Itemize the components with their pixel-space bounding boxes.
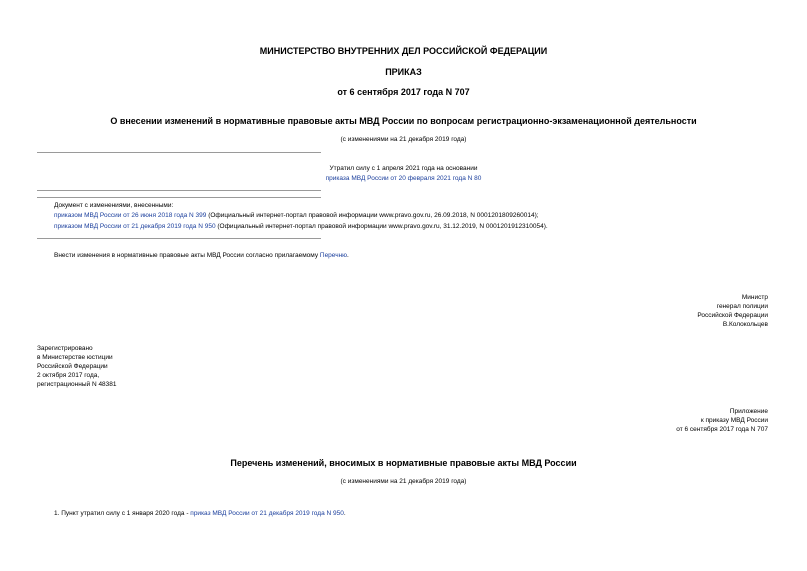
appendix-line: к приказу МВД России [700, 417, 768, 424]
appendix-item-link[interactable]: приказ МВД России от 21 декабря 2019 года N 950 [190, 510, 344, 517]
doc-title: О внесении изменений в нормативные правовые акты МВД России по вопросам регистрационно-экзаменационной деятельности [110, 116, 697, 126]
divider [37, 190, 321, 191]
change-item-2 [54, 222, 548, 231]
registration-line: 2 октября 2017 года, [37, 372, 100, 379]
signature-line: Министр [741, 294, 768, 301]
change-link-2[interactable]: приказом МВД России от 21 декабря 2019 года N 950 [54, 223, 216, 230]
appendix-block [676, 407, 768, 434]
body-paragraph [54, 251, 349, 260]
divider [37, 197, 321, 198]
appendix-item-text-end: . [343, 510, 346, 517]
list-link[interactable]: Перечню [319, 252, 348, 259]
appendix-line: от 6 сентября 2017 года N 707 [676, 426, 768, 433]
change-item-1 [54, 211, 539, 220]
expired-notice-link-line [0, 174, 807, 183]
signature-line: генерал полиции [716, 303, 768, 310]
edition-note: (с изменениями на 21 декабря 2019 года) [340, 136, 467, 143]
doc-type-heading: ПРИКАЗ [385, 67, 422, 77]
changes-intro: Документ с изменениями, внесенными: [54, 202, 174, 209]
divider [37, 238, 321, 239]
signature-block [697, 293, 768, 329]
signature-line: Российской Федерации [697, 312, 768, 319]
ministry-heading: МИНИСТЕРСТВО ВНУТРЕННИХ ДЕЛ РОССИЙСКОЙ ФЕДЕРАЦИИ [259, 46, 548, 56]
appendix-title: Перечень изменений, вносимых в нормативные правовые акты МВД России [230, 458, 577, 468]
change-text-1: (Официальный интернет-портал правовой информации www.pravo.gov.ru, 26.09.2018, N 0001201809260014); [206, 212, 539, 219]
divider [37, 152, 321, 153]
appendix-item-text: 1. Пункт утратил силу с 1 января 2020 года - [54, 510, 191, 517]
registration-line: Российской Федерации [37, 363, 108, 370]
expired-notice: Утратил силу с 1 апреля 2021 года на основании [329, 165, 478, 172]
appendix-item-1 [54, 509, 346, 518]
change-text-2: (Официальный интернет-портал правовой информации www.pravo.gov.ru, 31.12.2019, N 0001201912310054). [215, 223, 548, 230]
registration-line: Зарегистрировано [37, 345, 93, 352]
signature-line: В.Колокольцев [722, 321, 768, 328]
change-link-1[interactable]: приказом МВД России от 26 июня 2018 года N 399 [54, 212, 207, 219]
appendix-line: Приложение [729, 408, 768, 415]
expired-order-link[interactable]: приказа МВД России от 20 февраля 2021 года N 80 [325, 175, 482, 182]
appendix-edition-note: (с изменениями на 21 декабря 2019 года) [340, 478, 467, 485]
registration-block [37, 344, 117, 389]
body-text-end: . [347, 252, 349, 259]
registration-line: в Министерстве юстиции [37, 354, 113, 361]
registration-line: регистрационный N 48381 [37, 381, 117, 388]
body-text: Внести изменения в нормативные правовые акты МВД России согласно прилагаемому [54, 252, 320, 259]
doc-date-heading: от 6 сентября 2017 года N 707 [337, 87, 470, 97]
